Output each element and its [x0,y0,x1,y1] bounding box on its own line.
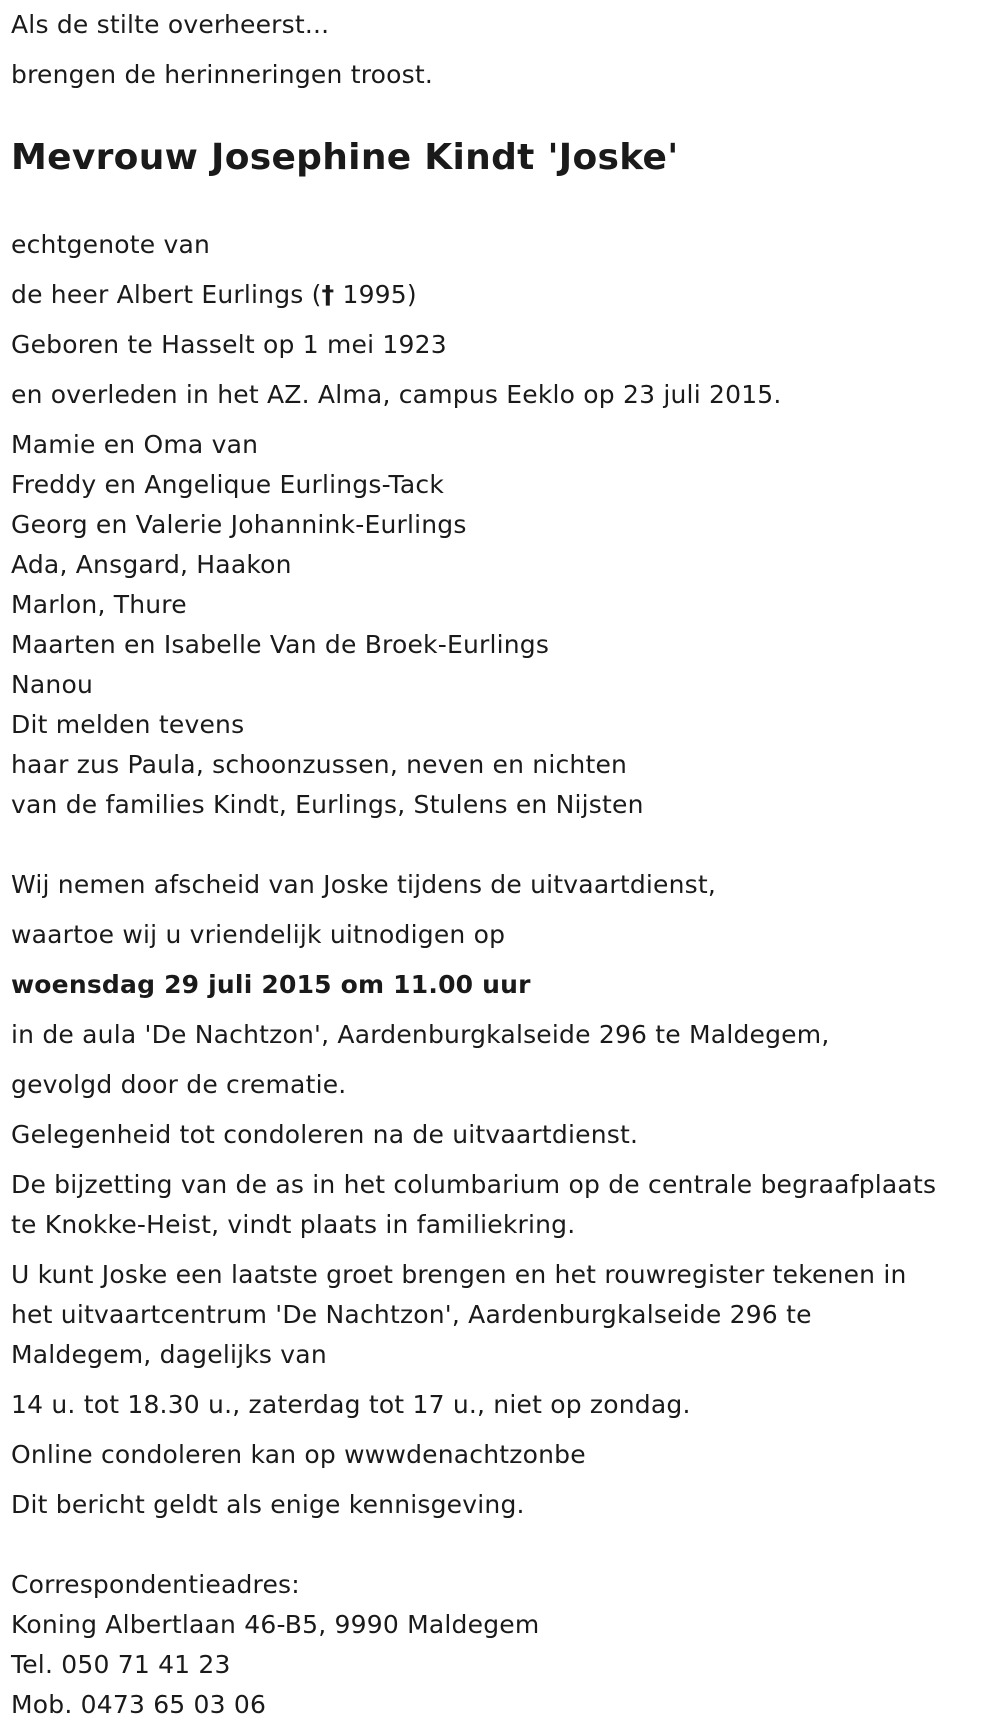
visitation-line: U kunt Joske een laatste groet brengen en het rouwregister tekenen in [11,1260,907,1289]
correspondence-label: Correspondentieadres: [11,1570,300,1599]
condolences-line: Gelegenheid tot condoleren na de uitvaartdienst. [11,1120,639,1149]
online-condolence-line: Online condoleren kan op wwwdenachtzonbe [11,1440,586,1469]
spouse-name-suffix: 1995) [334,280,417,309]
visitation-hours: 14 u. tot 18.30 u., zaterdag tot 17 u., niet op zondag. [11,1390,691,1419]
intro-line-1: Als de stilte overheerst... [11,10,330,39]
correspondence-address: Koning Albertlaan 46-B5, 9990 Maldegem [11,1610,540,1639]
visitation-line: Maldegem, dagelijks van [11,1340,327,1369]
family-line: Dit melden tevens [11,710,245,739]
service-datetime: woensdag 29 juli 2015 om 11.00 uur [11,970,531,999]
family-line: Georg en Valerie Johannink-Eurlings [11,510,467,539]
family-line: haar zus Paula, schoonzussen, neven en nichten [11,750,628,779]
spouse-name [11,280,417,310]
family-line: Nanou [11,670,94,699]
spouse-intro: echtgenote van [11,230,211,259]
intro-line-2: brengen de herinneringen troost. [11,60,433,89]
service-line-2: waartoe wij u vriendelijk uitnodigen op [11,920,506,949]
family-line: van de families Kindt, Eurlings, Stulens en Nijsten [11,790,644,819]
family-line: Ada, Ansgard, Haakon [11,550,292,579]
interment-line: De bijzetting van de as in het columbarium op de centrale begraafplaats [11,1170,937,1199]
deceased-name: Mevrouw Josephine Kindt 'Joske' [11,137,679,178]
family-line: Mamie en Oma van [11,430,259,459]
notice-line: Dit bericht geldt als enige kennisgeving. [11,1490,525,1519]
interment-line: te Knokke-Heist, vindt plaats in familiekring. [11,1210,576,1239]
visitation-line: het uitvaartcentrum 'De Nachtzon', Aardenburgkalseide 296 te [11,1300,812,1329]
death-line: en overleden in het AZ. Alma, campus Eeklo op 23 juli 2015. [11,380,782,409]
spouse-name-prefix: de heer Albert Eurlings ( [11,280,322,309]
cremation-line: gevolgd door de crematie. [11,1070,347,1099]
service-line-1: Wij nemen afscheid van Joske tijdens de uitvaartdienst, [11,870,717,899]
family-line: Marlon, Thure [11,590,187,619]
service-location: in de aula 'De Nachtzon', Aardenburgkalseide 296 te Maldegem, [11,1020,830,1049]
correspondence-mob: Mob. 0473 65 03 06 [11,1690,267,1719]
family-line: Freddy en Angelique Eurlings-Tack [11,470,445,499]
cross-icon: † [321,280,335,309]
family-line: Maarten en Isabelle Van de Broek-Eurlings [11,630,550,659]
correspondence-tel: Tel. 050 71 41 23 [11,1650,231,1679]
birth-line: Geboren te Hasselt op 1 mei 1923 [11,330,447,359]
